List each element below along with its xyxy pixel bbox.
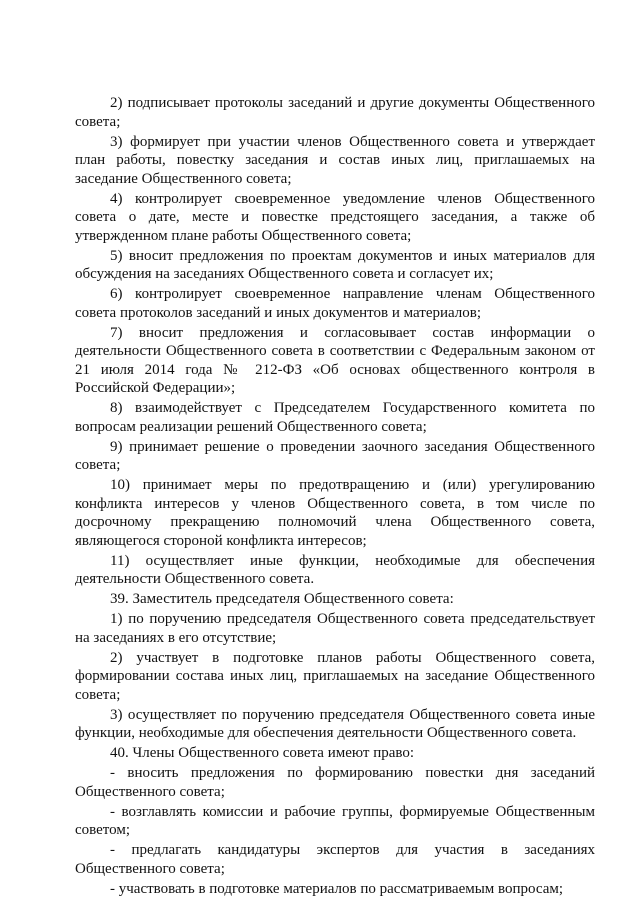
paragraph: 4) контролирует своевременное уведомление членов Общественного совета о дате, месте и повестке предстоящего заседания, а также об утвержденном плане работы Общественного совета; [75,190,595,244]
list-item: - предлагать кандидатуры экспертов для участия в заседаниях Общественного совета; [75,842,595,877]
paragraph: 6) контролирует своевременное направление членам Общественного совета протоколов заседаний и иных документов и материалов; [75,286,595,321]
paragraph: 1) по поручению председателя Общественного совета председательствует на заседаниях в его отсутствие; [75,611,595,646]
paragraph: 9) принимает решение о проведении заочного заседания Общественного совета; [75,438,595,473]
section-heading: 39. Заместитель председателя Общественного совета: [110,591,454,607]
paragraph: 3) осуществляет по поручению председателя Общественного совета иные функции, необходимые для обеспечения деятельности Общественного совета. [75,706,595,741]
paragraph: 2) подписывает протоколы заседаний и другие документы Общественного совета; [75,95,595,130]
paragraph: 3) формирует при участии членов Общественного совета и утверждает план работы, повестку заседания и состав иных лиц, приглашаемых на заседание Общественного совета; [75,133,595,187]
list-item: - возглавлять комиссии и рабочие группы, формируемые Общественным советом; [75,803,595,838]
document-page [75,94,595,900]
paragraph: 11) осуществляет иные функции, необходимые для обеспечения деятельности Общественного совета. [75,552,595,587]
paragraph: 2) участвует в подготовке планов работы Общественного совета, формировании состава иных лиц, приглашаемых на заседание Общественного совета; [75,649,595,703]
paragraph: 7) вносит предложения и согласовывает состав информации о деятельности Общественного совета в соответствии с Федеральным законом от 21 июля 2014 года № 212-ФЗ «Об основах общественного контроля в Российской Федерации»; [75,324,595,396]
paragraph: 8) взаимодействует с Председателем Государственного комитета по вопросам реализации решений Общественного совета; [75,400,595,435]
paragraph: 5) вносит предложения по проектам документов и иных материалов для обсуждения на заседаниях Общественного совета и согласует их; [75,247,595,282]
paragraph: 10) принимает меры по предотвращению и (или) урегулированию конфликта интересов у членов Общественного совета, в том числе по досрочному прекращению полномочий члена Общественного совета, являющегося стороной конфликта интересов; [75,477,595,549]
list-item: - участвовать в подготовке материалов по рассматриваемым вопросам; [110,880,564,897]
section-heading: 40. Члены Общественного совета имеют право: [110,745,415,761]
list-item: - вносить предложения по формированию повестки дня заседаний Общественного совета; [75,765,595,800]
